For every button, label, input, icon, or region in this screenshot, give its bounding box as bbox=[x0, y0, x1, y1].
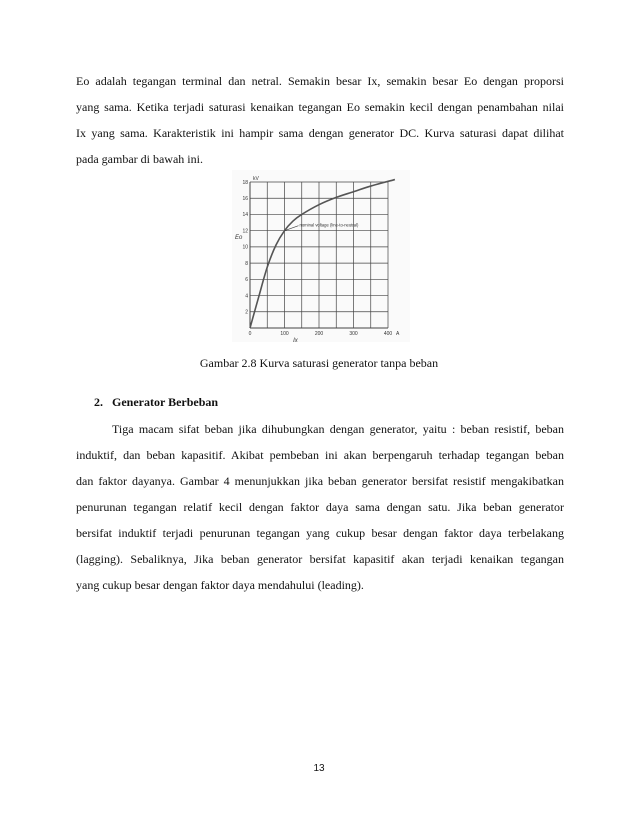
y-tick-label: 14 bbox=[242, 212, 248, 219]
y-tick-label: 8 bbox=[245, 260, 248, 267]
saturation-chart bbox=[232, 170, 410, 342]
x-tick-label: 400 bbox=[383, 331, 393, 337]
y-tick-label: 4 bbox=[245, 293, 248, 300]
x-axis-label: Ix bbox=[293, 338, 298, 342]
body-paragraph bbox=[76, 416, 564, 598]
text-line: Ix yang sama. Karakteristik ini hampir sama dengan generator DC. Kurva saturasi dapat dilihat bbox=[76, 126, 564, 140]
text-line: (lagging). Sebaliknya, Jika beban generator bersifat kapasitif akan terjadi kenaikan tegangan bbox=[76, 552, 564, 566]
section-number: 2. bbox=[94, 395, 103, 409]
text-line: Eo adalah tegangan terminal dan netral. Semakin besar Ix, semakin besar Eo dengan proporsi bbox=[76, 74, 564, 88]
saturation-curve-figure bbox=[232, 170, 410, 342]
section-title: Generator Berbeban bbox=[112, 395, 219, 409]
figure-caption: Gambar 2.8 Kurva saturasi generator tanpa beban bbox=[199, 356, 439, 370]
text-line: Tiga macam sifat beban jika dihubungkan dengan generator, yaitu : beban resistif, beban bbox=[112, 422, 564, 436]
y-tick-label: 6 bbox=[245, 277, 248, 284]
section-heading bbox=[94, 394, 218, 410]
y-unit-label: kV bbox=[253, 176, 259, 182]
intro-paragraph bbox=[76, 68, 564, 172]
figure-background bbox=[232, 170, 410, 342]
y-axis-label: Eo bbox=[235, 234, 243, 241]
y-tick-label: 2 bbox=[245, 309, 248, 316]
y-tick-label: 10 bbox=[242, 244, 248, 251]
x-tick-label: 0 bbox=[248, 331, 252, 337]
text-line: yang sama. Ketika terjadi saturasi kenaikan tegangan Eo semakin kecil dengan penambahan nilai bbox=[76, 100, 564, 114]
y-tick-label: 12 bbox=[242, 228, 248, 235]
text-line: yang cukup besar dengan faktor daya mendahului (leading). bbox=[76, 578, 364, 592]
text-line: penurunan tegangan relatif kecil dengan faktor daya sama dengan satu. Jika beban generator bbox=[76, 500, 564, 514]
text-line: induktif, dan beban kapasitif. Akibat pembeban ini akan berpengaruh terhadap tegangan beban bbox=[76, 448, 564, 462]
x-tick-label: 100 bbox=[280, 331, 289, 337]
y-tick-label: 18 bbox=[242, 179, 248, 186]
text-line: dan faktor dayanya. Gambar 4 menunjukkan jika beban generator bersifat resistif mengakibatkan bbox=[76, 474, 564, 488]
y-tick-label: 16 bbox=[242, 196, 248, 203]
x-tick-label: 200 bbox=[314, 331, 324, 337]
x-tick-label: 300 bbox=[349, 331, 358, 337]
annotation-label: nominal voltage (line-to-neutral) bbox=[299, 222, 359, 228]
text-line: bersifat induktif terjadi penurunan tegangan yang cukup besar dengan faktor daya terbelakang bbox=[76, 526, 564, 540]
x-unit-label: A bbox=[396, 331, 400, 337]
page-number: 13 bbox=[313, 763, 325, 774]
text-line: pada gambar di bawah ini. bbox=[76, 152, 203, 166]
